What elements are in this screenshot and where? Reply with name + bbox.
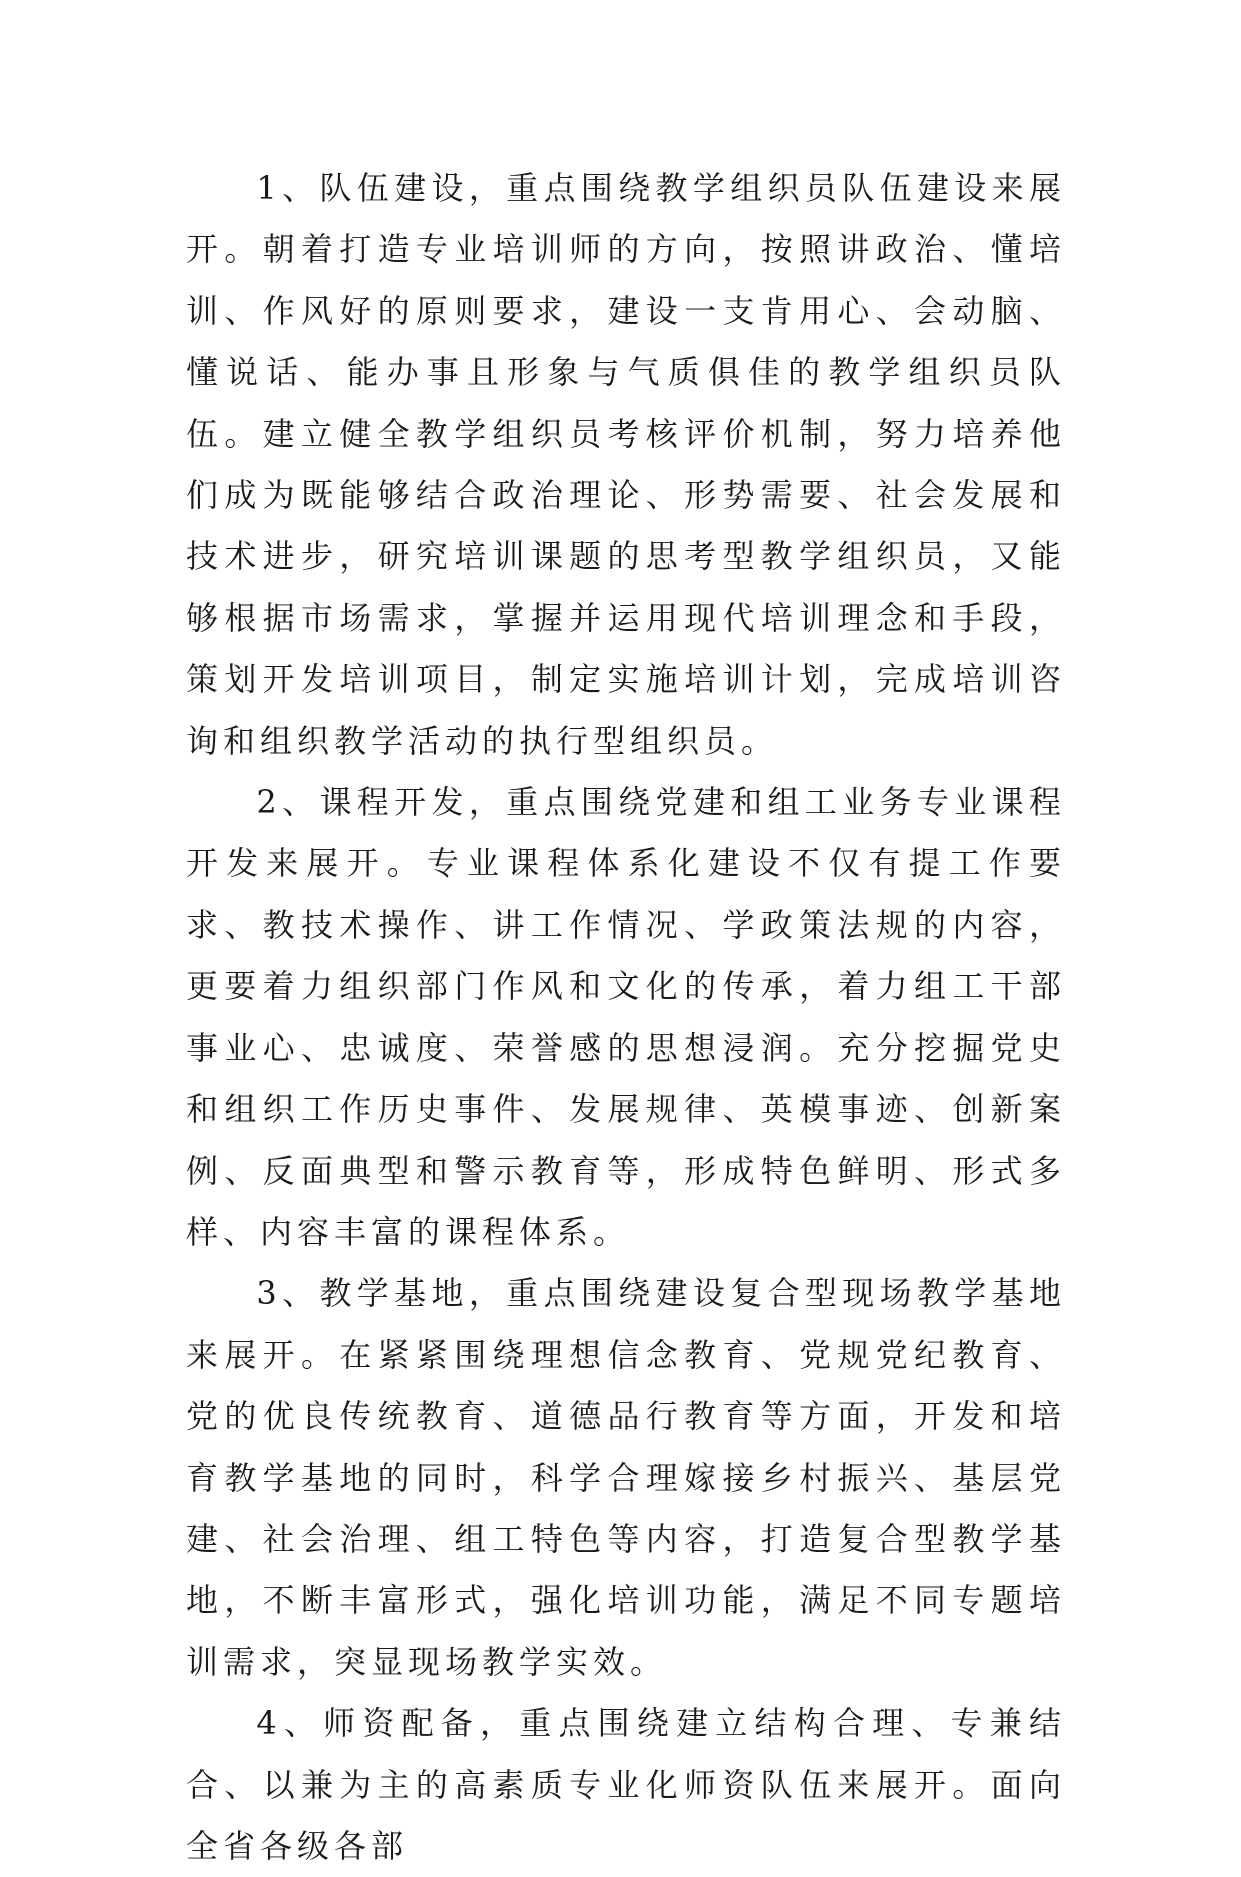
paragraph-faculty-allocation: 4、师资配备，重点围绕建立结构合理、专兼结合、以兼为主的高素质专业化师资队伍来展开。面向全省各级各部 — [186, 1704, 1066, 1865]
paragraph-course-development: 2、课程开发，重点围绕党建和组工业务专业课程开发来展开。专业课程体系化建设不仅有提工作要求、教技术操作、讲工作情况、学政策法规的内容，更要着力组织部门作风和文化的传承，着力组工干部事业心、忠诚度、荣誉感的思想浸润。充分挖掘党史和组织工作历史事件、发展规律、英模事迹、创新案例、反面典型和警示教育等，形成特色鲜明、形式多样、内容丰富的课程体系。 — [186, 783, 1066, 1251]
paragraph-teaching-base: 3、教学基地，重点围绕建设复合型现场教学基地来展开。在紧紧围绕理想信念教育、党规党纪教育、党的优良传统教育、道德品行教育等方面，开发和培育教学基地的同时，科学合理嫁接乡村振兴、基层党建、社会治理、组工特色等内容，打造复合型教学基地，不断丰富形式，强化培训功能，满足不同专题培训需求，突显现场教学实效。 — [186, 1274, 1066, 1681]
paragraph-team-building: 1、队伍建设，重点围绕教学组织员队伍建设来展开。朝着打造专业培训师的方向，按照讲政治、懂培训、作风好的原则要求，建设一支肯用心、会动脑、懂说话、能办事且形象与气质俱佳的教学组织员队伍。建立健全教学组织员考核评价机制，努力培养他们成为既能够结合政治理论、形势需要、社会发展和技术进步，研究培训课题的思考型教学组织员，又能够根据市场需求，掌握并运用现代培训理念和手段，策划开发培训项目，制定实施培训计划，完成培训咨询和组织教学活动的执行型组织员。 — [186, 169, 1066, 760]
document-body — [186, 158, 1066, 1877]
